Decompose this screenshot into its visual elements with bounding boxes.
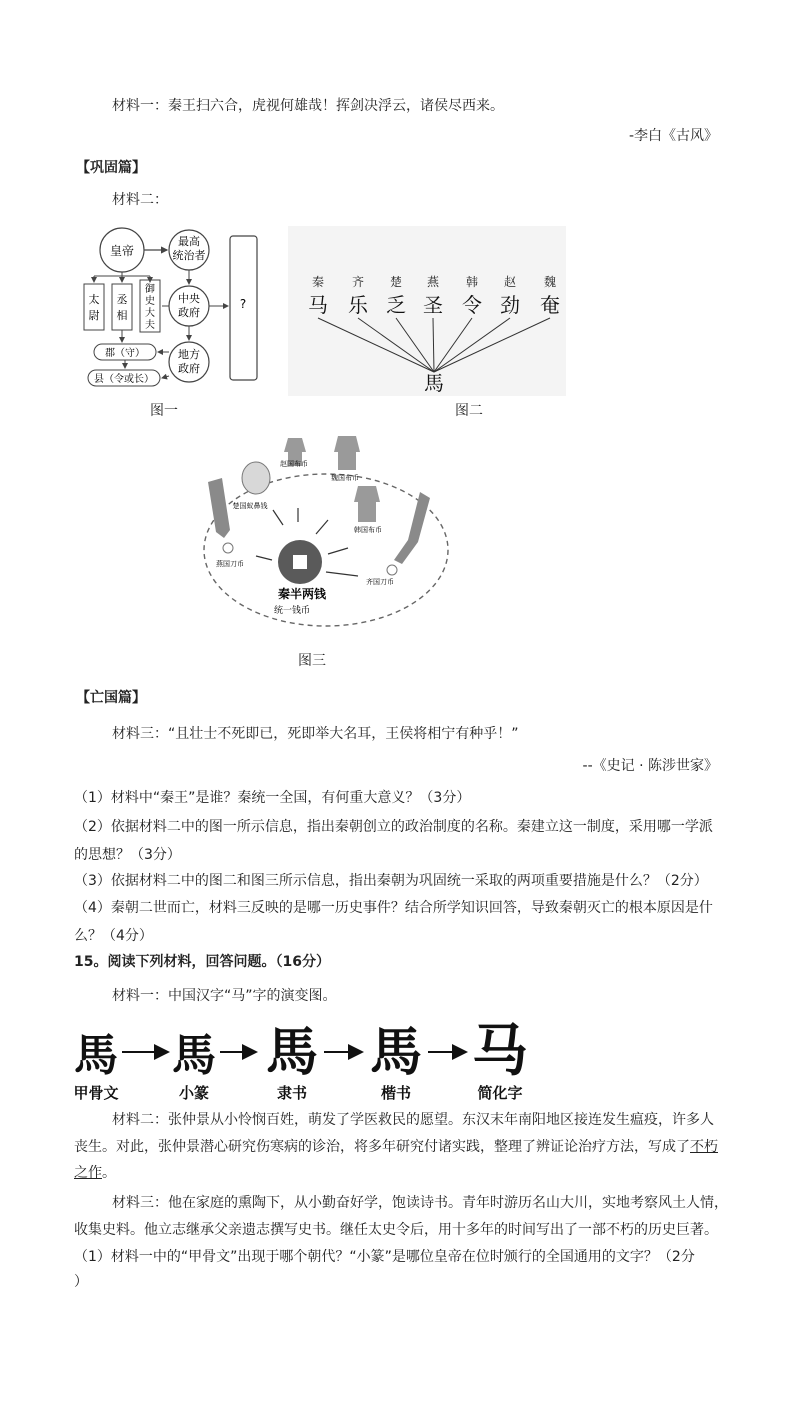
part2-question-1-line-1: （1）材料一中的“甲骨文”出现于哪个朝代？“小篆”是哪位皇帝在位时颁行的全国通用的文字？（2分 bbox=[74, 1249, 695, 1265]
material-two-label: 材料二： bbox=[112, 192, 168, 208]
center-seal-glyph: 馬 bbox=[424, 371, 444, 395]
horse-label-3: 楷书 bbox=[380, 1084, 412, 1102]
chengxiang-box bbox=[112, 284, 132, 330]
horse-glyph-1: 馬 bbox=[172, 1030, 216, 1081]
part2-material-two-line-3 bbox=[74, 1163, 116, 1183]
part2-material-three-line-1: 材料三：他在家庭的熏陶下，从小勤奋好学，饱读诗书。青年时游历名山大川，实地考察风土人情， bbox=[112, 1195, 728, 1211]
svg-text:尉: 尉 bbox=[88, 309, 100, 322]
svg-text:相: 相 bbox=[116, 309, 128, 322]
label-unify: 统一钱币 bbox=[273, 606, 311, 616]
question-3: （3）依据材料二中的图二和图三所示信息，指出秦朝为巩固统一采取的两项重要措施是什么？（2分） bbox=[74, 873, 708, 889]
part2-material-one: 材料一：中国汉字“马”字的演变图。 bbox=[112, 988, 337, 1004]
figure-three-currency bbox=[198, 430, 453, 630]
svg-text:御: 御 bbox=[145, 284, 155, 295]
svg-text:丞: 丞 bbox=[116, 293, 128, 306]
qi-knife-shape bbox=[394, 492, 430, 564]
chu-coin-shape bbox=[242, 462, 270, 494]
svg-text:史: 史 bbox=[145, 296, 155, 307]
label-wei: 魏国布币 bbox=[331, 474, 359, 482]
state-name-2: 楚 bbox=[389, 275, 403, 289]
figure-two-scripts bbox=[288, 226, 566, 396]
state-name-4: 韩 bbox=[465, 275, 479, 289]
wei-coin-shape bbox=[334, 436, 360, 470]
svg-text:夫: 夫 bbox=[145, 320, 155, 331]
horse-label-1: 小篆 bbox=[178, 1084, 210, 1102]
figure-one-diagram bbox=[78, 226, 263, 388]
figure-one-caption: 图一 bbox=[150, 403, 178, 419]
supreme-ruler-label-2: 统治者 bbox=[172, 249, 206, 262]
material-one-source: -李白《古风》 bbox=[628, 128, 718, 144]
part2-material-three-line-2: 收集史料。他立志继承父亲遗志撰写史书。继任太史令后，用十多年的时间写出了一部不朽的历史巨著。 bbox=[74, 1222, 718, 1238]
label-han: 韩国布币 bbox=[354, 526, 382, 534]
state-name-0: 秦 bbox=[311, 275, 325, 289]
horse-evolution-figure bbox=[70, 1012, 540, 1104]
svg-text:县（令或长）: 县（令或长） bbox=[94, 374, 154, 385]
question-4-line-1: （4）秦朝二世而亡，材料三反映的是哪一历史事件？结合所学知识回答，导致秦朝灭亡的根本原因是什 bbox=[74, 900, 713, 916]
supreme-ruler-label-1: 最高 bbox=[178, 235, 200, 248]
svg-text:?: ? bbox=[239, 297, 247, 311]
part2-question-1-line-2: ） bbox=[74, 1274, 88, 1290]
material-three-text: 材料三：“且壮士不死即已，死即举大名耳，王侯将相宁有种乎！” bbox=[112, 726, 519, 742]
horse-label-4: 简化字 bbox=[477, 1084, 523, 1102]
yan-knife-shape bbox=[208, 478, 230, 538]
svg-text:郡（守）: 郡（守） bbox=[105, 348, 145, 359]
label-qin: 秦半两钱 bbox=[277, 587, 327, 601]
question-2-line-2: 的思想？（3分） bbox=[74, 847, 181, 863]
state-glyph-1: 乐 bbox=[348, 293, 368, 317]
label-zhao: 赵国布币 bbox=[280, 460, 308, 468]
han-coin-shape bbox=[354, 486, 380, 522]
state-name-1: 齐 bbox=[351, 275, 365, 289]
horse-label-0: 甲骨文 bbox=[73, 1084, 119, 1102]
state-name-5: 赵 bbox=[503, 275, 517, 289]
state-glyph-4: 令 bbox=[462, 293, 482, 317]
svg-text:中央: 中央 bbox=[178, 292, 200, 305]
material-three-source: --《史记 · 陈涉世家》 bbox=[582, 758, 718, 774]
figure-three-caption: 图三 bbox=[298, 653, 326, 669]
section-consolidate-heading: 【巩固篇】 bbox=[76, 160, 146, 176]
state-glyph-6: 奄 bbox=[540, 293, 560, 317]
state-glyph-0: 马 bbox=[308, 293, 328, 317]
svg-text:地方: 地方 bbox=[178, 348, 200, 361]
taiwei-box bbox=[84, 284, 104, 330]
question-15-heading: 15。阅读下列材料，回答问题。（16分） bbox=[74, 954, 330, 970]
horse-glyph-2: 馬 bbox=[265, 1023, 319, 1083]
material-one-text: 材料一：秦王扫六合，虎视何雄哉！挥剑决浮云，诸侯尽西来。 bbox=[112, 98, 504, 114]
svg-text:政府: 政府 bbox=[178, 306, 200, 319]
svg-text:太: 太 bbox=[88, 293, 100, 306]
material-two-line-3-underlined: 之作 bbox=[74, 1165, 102, 1181]
section-fall-heading: 【亡国篇】 bbox=[76, 690, 146, 706]
svg-text:政府: 政府 bbox=[178, 362, 200, 375]
material-two-line-2-text: 丧生。对此，张仲景潜心研究伤寒病的诊治，将多年研究付诸实践，整理了辨证论治疗方法，写成了 bbox=[74, 1139, 690, 1155]
part2-material-two-line-2 bbox=[74, 1137, 718, 1157]
state-glyph-5: 劲 bbox=[500, 293, 520, 317]
figure-two-caption: 图二 bbox=[455, 403, 483, 419]
label-qi: 齐国刀币 bbox=[366, 578, 394, 586]
horse-glyph-4: 马 bbox=[472, 1019, 528, 1084]
part2-material-two-line-1: 材料二：张仲景从小怜悯百姓，萌发了学医救民的愿望。东汉末年南阳地区接连发生瘟疫，许多人 bbox=[112, 1112, 714, 1128]
state-name-6: 魏 bbox=[543, 275, 557, 289]
emperor-label: 皇帝 bbox=[109, 244, 135, 258]
question-1: （1）材料中“秦王”是谁？秦统一全国，有何重大意义？（3分） bbox=[74, 790, 471, 806]
horse-glyph-0: 馬 bbox=[74, 1030, 118, 1081]
material-two-line-3-end: 。 bbox=[102, 1165, 116, 1181]
state-name-3: 燕 bbox=[426, 275, 440, 289]
material-two-underlined: 不朽 bbox=[690, 1139, 718, 1155]
label-yan: 燕国刀币 bbox=[216, 560, 244, 568]
horse-glyph-3: 馬 bbox=[369, 1023, 423, 1083]
state-glyph-3: 圣 bbox=[423, 293, 443, 317]
question-2-line-1: （2）依据材料二中的图一所示信息，指出秦朝创立的政治制度的名称。秦建立这一制度，采用哪一学派 bbox=[74, 819, 713, 835]
svg-text:大: 大 bbox=[145, 308, 155, 319]
question-4-line-2: 么？（4分） bbox=[74, 928, 153, 944]
label-chu: 楚国蚁鼻钱 bbox=[232, 502, 268, 510]
horse-label-2: 隶书 bbox=[276, 1084, 308, 1102]
state-glyph-2: 乏 bbox=[386, 293, 406, 317]
